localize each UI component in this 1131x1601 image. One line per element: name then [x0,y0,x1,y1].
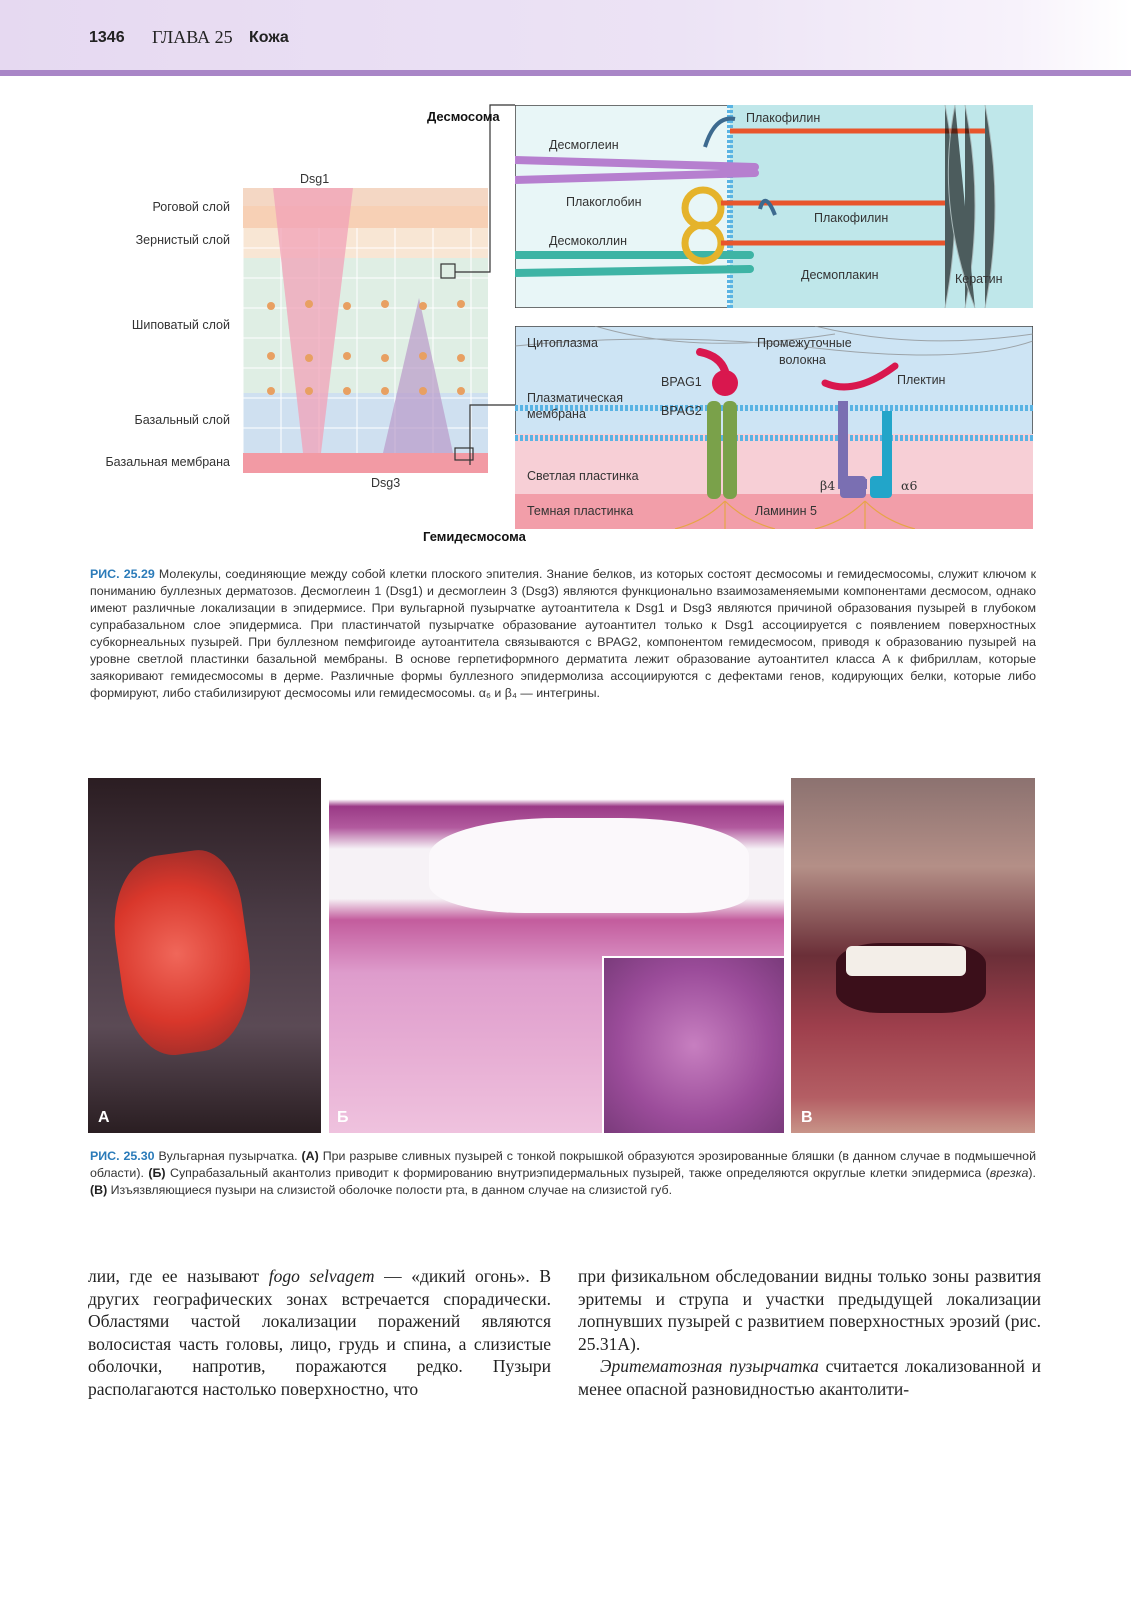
label-plakophilin-2: Плакофилин [814,211,889,225]
caption-italic-b: врезка [989,1166,1029,1180]
desmosome-title: Десмосома [427,109,500,124]
caption-text-c: Изъязвляющиеся пузыри на слизистой оболочке полости рта, в данном случае на слизистой губ. [110,1183,673,1197]
dsg1-label: Dsg1 [300,172,330,186]
caption-intro: Вульгарная пузырчатка. [158,1149,298,1163]
label-plectin: Плектин [897,373,946,387]
caption-text-b: Супрабазальный акантолиз приводит к формированию внутриэпидермальных пузырей, также определяются округлые клетки эпидермиса ( [170,1166,990,1180]
layer-corneum: Роговой слой [152,200,230,214]
body-column-left [88,1265,551,1400]
blister-cavity [429,818,749,913]
layer-basal: Базальный слой [134,413,230,427]
photo-a-leg-lesion [88,778,321,1133]
layer-basement: Базальная мембрана [105,455,230,469]
label-alpha6: α6 [901,478,918,493]
label-membrane-2: мембрана [527,407,586,421]
body-right-paragraph-2: считается локализованной и менее опасной разновидностью акантолити- [578,1356,1042,1399]
hemidesmosome-diagram [515,326,1033,529]
caption-close-b: ). [1028,1166,1036,1180]
label-filaments-1: Промежуточные [757,336,852,350]
label-cytoplasm: Цитоплазма [527,336,598,350]
label-membrane-1: Плазматическая [527,391,623,405]
page-number: 1346 [89,29,125,46]
label-desmoplakin: Десмоплакин [801,268,879,282]
body-left-pre: лии, где ее называют [88,1266,269,1286]
caption-label: РИС. 25.30 [90,1149,155,1163]
label-laminin: Ламинин 5 [755,504,817,518]
photo-b-label: Б [337,1109,349,1126]
label-plakophilin-1: Плакофилин [746,111,821,125]
figure-caption-25-30 [90,1148,1036,1199]
label-beta4: β4 [820,478,836,493]
header-rule [0,70,1131,76]
teeth [846,946,966,976]
caption-tag-c: (В) [90,1183,108,1197]
body-right-paragraph-1: при физикальном обследовании видны только зоны развития эритемы и струпа и участки предыдущей локализации лопнувших пузырей с развитием поверхностных эрозий (рис. 25.31А). [578,1266,1041,1354]
histology-inset [602,956,784,1133]
erosion-plaque [105,845,262,1061]
body-left-italic: fogo selvagem [268,1266,375,1286]
photo-b-histology [329,778,784,1133]
caption-tag-b: (Б) [148,1166,166,1180]
photo-c-label: В [801,1109,813,1126]
label-lamina-lucida: Светлая пластинка [527,469,639,483]
figure-caption-25-29 [90,566,1036,702]
body-right-italic: Эритематозная пузырчатка [600,1356,819,1376]
chapter-label: ГЛАВА 25 [152,27,233,47]
label-filaments-2: волокна [779,353,826,367]
body-column-right [578,1265,1041,1400]
label-keratin: Кератин [955,272,1003,286]
caption-text-a: При разрыве сливных пузырей с тонкой покрышкой образуются эрозированные бляшки (в данном случае в подмышечной области). [90,1149,1036,1180]
hemidesmosome-title: Гемидесмосома [423,529,526,544]
layer-spinous: Шиповатый слой [131,318,230,332]
label-desmoglein: Десмоглеин [549,138,619,152]
body-left-post: — «дикий огонь». В других географических зонах встречается спорадически. Областями частой локализации поражений являются волосистая часть головы, лицо, грудь и спина, а слизистые оболочки, напротив, поражаются редко. Пузыри располагаются настолько поверхностно, что [88,1266,551,1399]
epidermis-diagram [243,188,488,473]
label-bpag1: BPAG1 [661,375,702,389]
dsg3-label: Dsg3 [371,476,401,490]
caption-text: Молекулы, соединяющие между собой клетки плоского эпителия. Знание белков, из которых состоят десмосомы и гемидесмосомы, служит ключом к пониманию буллезных дерматозов. Десмоглеин 1 (Dsg1) и десмоглеин 3 (Dsg3) являются функционально взаимозаменяемыми компонентами десмосом, однако имеют различные локализации в эпидермисе. При вульгарной пузырчатке аутоантитела к Dsg1 и Dsg3 являются причиной образования пузырей в глубоком супрабазальном слое эпидермиса. При пластинчатой пузырчатке образование аутоантител только к Dsg1 ассоциируется с появлением поверхностных субкорнеальных пузырей. При буллезном пемфигоиде аутоантитела связываются с BPAG2, компонентом гемидесмосом, приводя к образованию пузырей на уровне светлой пластинки базальной мембраны. В основе герпетиформного дерматита лежит образование аутоантител класса А к фибриллам, которые заякоривают гемидесмосомы в дерме. Различные формы буллезного эпидермолиза ассоциируются с дефектами генов, кодирующих белки, которые либо формируют, либо стабилизируют десмосомы или гемидесмосомы. α₆ и β₄ — интегрины. [90,567,1037,700]
label-lamina-densa: Темная пластинка [527,504,634,518]
label-bpag2: BPAG2 [661,404,702,418]
label-desmocollin: Десмоколлин [549,234,627,248]
caption-label: РИС. 25.29 [90,567,155,581]
caption-tag-a: (А) [301,1149,319,1163]
label-plakoglobin: Плакоглобин [566,195,642,209]
photo-c-oral-mucosa [791,778,1035,1133]
chapter-title: Кожа [249,29,289,46]
layer-granular: Зернистый слой [135,233,230,247]
photo-a-label: А [98,1109,110,1126]
